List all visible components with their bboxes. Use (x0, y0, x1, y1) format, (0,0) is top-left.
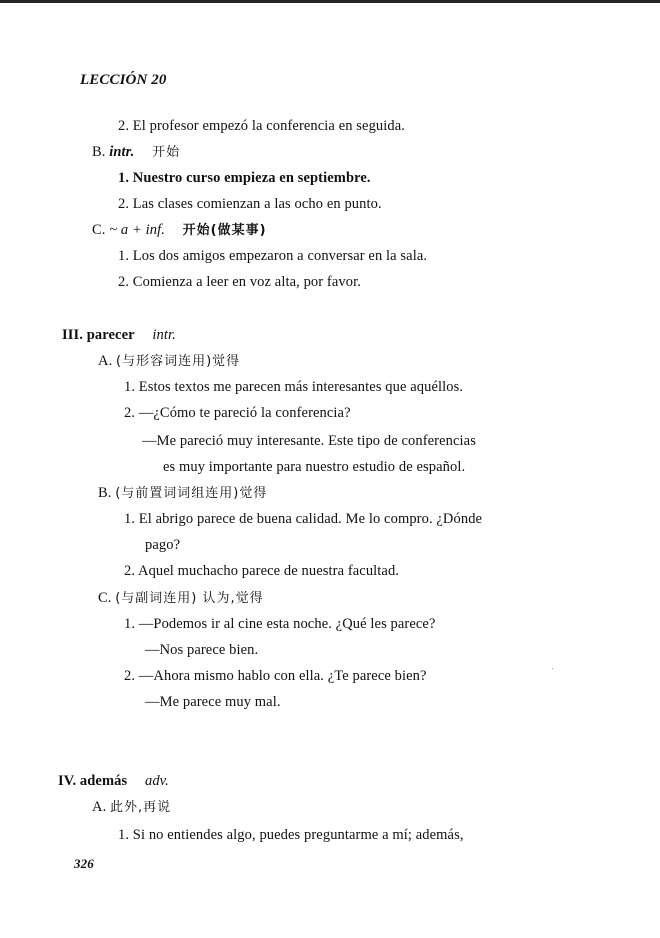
sense-label: C. (92, 222, 106, 238)
chinese-meaning: (与前置词词组连用)觉得 (115, 486, 268, 501)
sense-heading-b (92, 143, 180, 162)
example-line: —Me parece muy mal. (145, 694, 281, 710)
sense-label: A. (98, 353, 113, 369)
example-line: 1. Estos textos me parecen más interesantes que aquéllos. (124, 379, 464, 395)
page-number: 326 (74, 856, 94, 871)
sense-label: B. (98, 485, 112, 501)
example-line: 1. Si no entiendes algo, puedes preguntarme a mí; además, (118, 827, 464, 843)
entry-number: III. (62, 327, 83, 343)
example-line: 1. —Podemos ir al cine esta noche. ¿Qué les parece? (124, 616, 436, 632)
chinese-meaning: 开始 (152, 145, 181, 160)
chinese-meaning: (与副词连用) 认为,觉得 (115, 591, 264, 606)
example-line: 2. Aquel muchacho parece de nuestra facultad. (124, 563, 400, 579)
entry-word: parecer (86, 327, 135, 343)
example-line: 1. Nuestro curso empieza en septiembre. (118, 170, 371, 186)
sense-heading-c (98, 589, 264, 608)
sense-label: A. (92, 799, 107, 815)
sense-label: B. (92, 144, 106, 160)
entry-word: además (79, 773, 128, 789)
chinese-meaning: 此外,再说 (110, 800, 172, 815)
part-of-speech: adv. (144, 773, 169, 789)
example-line: 1. El abrigo parece de buena calidad. Me lo compro. ¿Dónde (124, 511, 483, 527)
sense-heading-c (92, 221, 267, 240)
example-line: es muy importante para nuestro estudio de español. (163, 459, 466, 475)
example-line: 2. El profesor empezó la conferencia en seguida. (118, 118, 406, 134)
running-header: LECCIÓN 20 (80, 72, 167, 88)
example-line: 2. —Ahora mismo hablo con ella. ¿Te parece bien? (124, 668, 427, 684)
construction: ~ a + inf. (109, 222, 165, 238)
chinese-meaning: 开始(做某事) (182, 223, 267, 238)
example-line: —Nos parece bien. (145, 642, 259, 658)
sense-label: C. (98, 590, 112, 606)
chinese-meaning: (与形容词连用)觉得 (116, 354, 241, 369)
entry-heading-parecer (62, 326, 176, 344)
entry-number: IV. (58, 773, 77, 789)
example-line: pago? (145, 537, 181, 553)
example-line: 1. Los dos amigos empezaron a conversar en la sala. (118, 248, 428, 264)
top-border (0, 0, 660, 3)
example-line: 2. Las clases comienzan a las ocho en punto. (118, 196, 382, 212)
part-of-speech: intr. (152, 327, 176, 343)
sense-heading-a (92, 798, 171, 817)
entry-heading-ademas (58, 772, 169, 790)
sense-heading-b (98, 484, 267, 503)
sense-heading-a (98, 352, 240, 371)
example-line: —Me pareció muy interesante. Este tipo de conferencias (142, 433, 476, 449)
scan-speck (552, 668, 553, 669)
part-of-speech: intr. (109, 144, 135, 160)
example-line: 2. —¿Cómo te pareció la conferencia? (124, 405, 351, 421)
example-line: 2. Comienza a leer en voz alta, por favor. (118, 274, 361, 290)
